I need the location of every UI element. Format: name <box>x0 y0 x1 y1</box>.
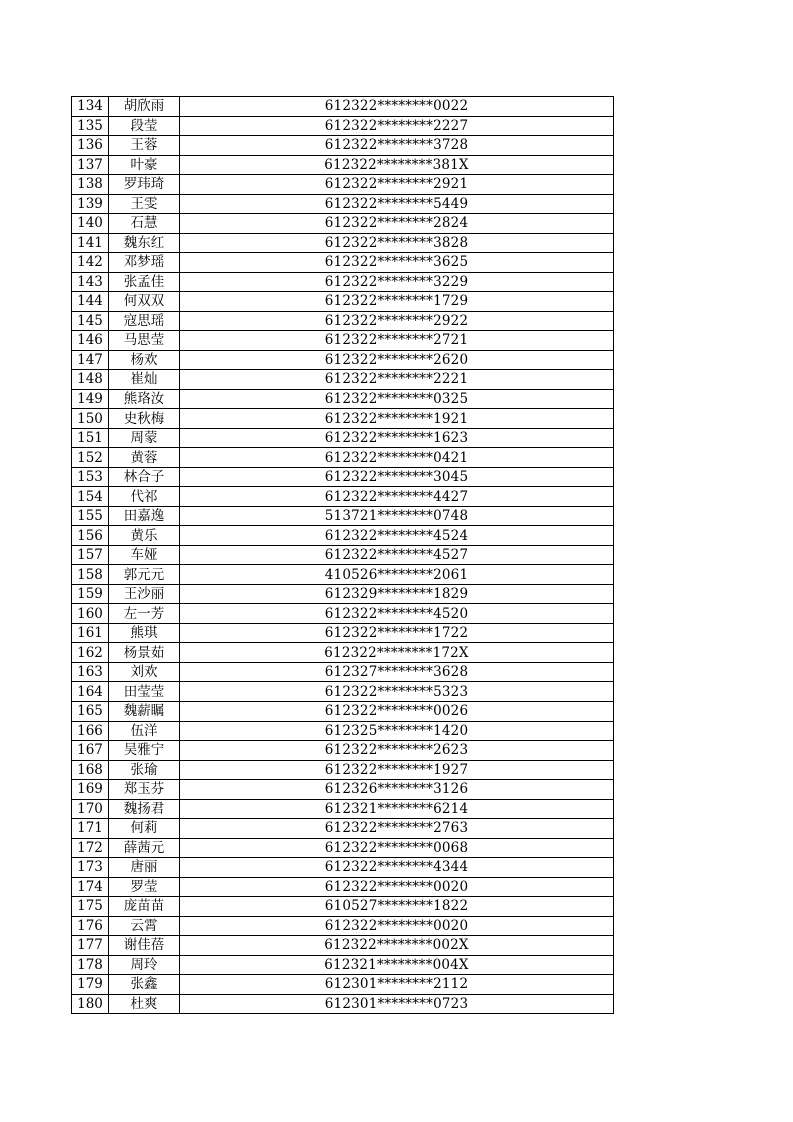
name-cell: 熊琪 <box>109 623 180 643</box>
row-number-cell: 135 <box>72 116 109 136</box>
name-cell: 崔灿 <box>109 370 180 390</box>
name-cell: 魏东红 <box>109 233 180 253</box>
name-cell: 邓梦瑶 <box>109 253 180 273</box>
row-number-cell: 136 <box>72 136 109 156</box>
row-number-cell: 145 <box>72 311 109 331</box>
row-number-cell: 159 <box>72 584 109 604</box>
name-cell: 王雯 <box>109 194 180 214</box>
id-number-cell: 612322********3728 <box>180 136 614 156</box>
name-cell: 谢佳蓓 <box>109 936 180 956</box>
row-number-cell: 137 <box>72 155 109 175</box>
id-number-cell: 612327********3628 <box>180 662 614 682</box>
table-row <box>72 936 614 956</box>
table-row <box>72 487 614 507</box>
row-number-cell: 144 <box>72 292 109 312</box>
row-number-cell: 178 <box>72 955 109 975</box>
id-number-cell: 612322********0020 <box>180 877 614 897</box>
name-cell: 杨欢 <box>109 350 180 370</box>
name-cell: 刘欢 <box>109 662 180 682</box>
name-cell: 魏扬君 <box>109 799 180 819</box>
row-number-cell: 142 <box>72 253 109 273</box>
id-number-cell: 612322********0325 <box>180 389 614 409</box>
row-number-cell: 154 <box>72 487 109 507</box>
name-cell: 石慧 <box>109 214 180 234</box>
row-number-cell: 172 <box>72 838 109 858</box>
id-number-cell: 612301********0723 <box>180 994 614 1014</box>
name-cell: 代祁 <box>109 487 180 507</box>
name-cell: 左一芳 <box>109 604 180 624</box>
name-cell: 田莹莹 <box>109 682 180 702</box>
row-number-cell: 157 <box>72 545 109 565</box>
table-row <box>72 721 614 741</box>
row-number-cell: 147 <box>72 350 109 370</box>
table-row <box>72 819 614 839</box>
table-row <box>72 116 614 136</box>
row-number-cell: 165 <box>72 701 109 721</box>
name-cell: 庞苗苗 <box>109 897 180 917</box>
table-row <box>72 994 614 1014</box>
table-row <box>72 780 614 800</box>
row-number-cell: 167 <box>72 741 109 761</box>
row-number-cell: 151 <box>72 428 109 448</box>
table-row <box>72 389 614 409</box>
id-number-cell: 410526********2061 <box>180 565 614 585</box>
table-row <box>72 155 614 175</box>
row-number-cell: 180 <box>72 994 109 1014</box>
id-number-cell: 612322********4527 <box>180 545 614 565</box>
row-number-cell: 164 <box>72 682 109 702</box>
id-number-cell: 612322********3828 <box>180 233 614 253</box>
table-row <box>72 916 614 936</box>
id-number-cell: 612322********0020 <box>180 916 614 936</box>
table-row <box>72 97 614 117</box>
roster-table <box>71 96 614 1014</box>
row-number-cell: 134 <box>72 97 109 117</box>
id-number-cell: 612322********381X <box>180 155 614 175</box>
id-number-cell: 612322********1623 <box>180 428 614 448</box>
row-number-cell: 162 <box>72 643 109 663</box>
table-row <box>72 858 614 878</box>
name-cell: 车娅 <box>109 545 180 565</box>
id-number-cell: 612322********0026 <box>180 701 614 721</box>
id-number-cell: 612322********002X <box>180 936 614 956</box>
name-cell: 吴雅宁 <box>109 741 180 761</box>
id-number-cell: 612322********0022 <box>180 97 614 117</box>
id-number-cell: 612322********1729 <box>180 292 614 312</box>
id-number-cell: 612322********1921 <box>180 409 614 429</box>
table-row <box>72 545 614 565</box>
table-row <box>72 233 614 253</box>
table-row <box>72 897 614 917</box>
table-row <box>72 292 614 312</box>
name-cell: 云霄 <box>109 916 180 936</box>
id-number-cell: 612322********2824 <box>180 214 614 234</box>
name-cell: 何莉 <box>109 819 180 839</box>
id-number-cell: 612322********1722 <box>180 623 614 643</box>
name-cell: 王蓉 <box>109 136 180 156</box>
row-number-cell: 148 <box>72 370 109 390</box>
row-number-cell: 149 <box>72 389 109 409</box>
table-row <box>72 370 614 390</box>
id-number-cell: 612326********3126 <box>180 780 614 800</box>
row-number-cell: 141 <box>72 233 109 253</box>
table-row <box>72 643 614 663</box>
name-cell: 叶豪 <box>109 155 180 175</box>
name-cell: 郑玉芬 <box>109 780 180 800</box>
id-number-cell: 612322********3625 <box>180 253 614 273</box>
table-row <box>72 760 614 780</box>
id-number-cell: 612322********2763 <box>180 819 614 839</box>
name-cell: 杜爽 <box>109 994 180 1014</box>
id-number-cell: 612322********2620 <box>180 350 614 370</box>
row-number-cell: 175 <box>72 897 109 917</box>
id-number-cell: 612322********4524 <box>180 526 614 546</box>
name-cell: 段莹 <box>109 116 180 136</box>
table-row <box>72 272 614 292</box>
name-cell: 伍洋 <box>109 721 180 741</box>
row-number-cell: 179 <box>72 975 109 995</box>
row-number-cell: 156 <box>72 526 109 546</box>
row-number-cell: 150 <box>72 409 109 429</box>
id-number-cell: 612322********1927 <box>180 760 614 780</box>
row-number-cell: 140 <box>72 214 109 234</box>
name-cell: 魏薪瞩 <box>109 701 180 721</box>
table-row <box>72 428 614 448</box>
id-number-cell: 612322********4344 <box>180 858 614 878</box>
roster-table-body <box>72 97 614 1014</box>
id-number-cell: 612329********1829 <box>180 584 614 604</box>
row-number-cell: 170 <box>72 799 109 819</box>
row-number-cell: 163 <box>72 662 109 682</box>
name-cell: 史秋梅 <box>109 409 180 429</box>
id-number-cell: 612322********2921 <box>180 175 614 195</box>
name-cell: 张孟佳 <box>109 272 180 292</box>
id-number-cell: 610527********1822 <box>180 897 614 917</box>
row-number-cell: 177 <box>72 936 109 956</box>
table-row <box>72 214 614 234</box>
id-number-cell: 612322********3229 <box>180 272 614 292</box>
row-number-cell: 160 <box>72 604 109 624</box>
id-number-cell: 612322********0068 <box>180 838 614 858</box>
row-number-cell: 153 <box>72 467 109 487</box>
id-number-cell: 513721********0748 <box>180 506 614 526</box>
id-number-cell: 612322********2721 <box>180 331 614 351</box>
id-number-cell: 612325********1420 <box>180 721 614 741</box>
row-number-cell: 152 <box>72 448 109 468</box>
name-cell: 林合子 <box>109 467 180 487</box>
row-number-cell: 176 <box>72 916 109 936</box>
name-cell: 寇思瑶 <box>109 311 180 331</box>
id-number-cell: 612322********4427 <box>180 487 614 507</box>
id-number-cell: 612322********3045 <box>180 467 614 487</box>
row-number-cell: 143 <box>72 272 109 292</box>
row-number-cell: 158 <box>72 565 109 585</box>
id-number-cell: 612301********2112 <box>180 975 614 995</box>
id-number-cell: 612322********2221 <box>180 370 614 390</box>
table-row <box>72 975 614 995</box>
table-row <box>72 331 614 351</box>
table-row <box>72 838 614 858</box>
row-number-cell: 146 <box>72 331 109 351</box>
row-number-cell: 155 <box>72 506 109 526</box>
name-cell: 薛茜元 <box>109 838 180 858</box>
table-row <box>72 526 614 546</box>
table-row <box>72 448 614 468</box>
row-number-cell: 138 <box>72 175 109 195</box>
id-number-cell: 612322********2922 <box>180 311 614 331</box>
row-number-cell: 161 <box>72 623 109 643</box>
table-row <box>72 253 614 273</box>
name-cell: 杨景茹 <box>109 643 180 663</box>
table-row <box>72 623 614 643</box>
row-number-cell: 173 <box>72 858 109 878</box>
row-number-cell: 139 <box>72 194 109 214</box>
id-number-cell: 612321********004X <box>180 955 614 975</box>
name-cell: 张鑫 <box>109 975 180 995</box>
name-cell: 马思莹 <box>109 331 180 351</box>
name-cell: 郭元元 <box>109 565 180 585</box>
row-number-cell: 166 <box>72 721 109 741</box>
table-row <box>72 506 614 526</box>
id-number-cell: 612322********2623 <box>180 741 614 761</box>
table-row <box>72 311 614 331</box>
name-cell: 胡欣雨 <box>109 97 180 117</box>
id-number-cell: 612322********2227 <box>180 116 614 136</box>
id-number-cell: 612322********4520 <box>180 604 614 624</box>
table-row <box>72 409 614 429</box>
table-row <box>72 175 614 195</box>
table-row <box>72 662 614 682</box>
name-cell: 黄乐 <box>109 526 180 546</box>
row-number-cell: 174 <box>72 877 109 897</box>
id-number-cell: 612322********0421 <box>180 448 614 468</box>
name-cell: 田嘉逸 <box>109 506 180 526</box>
table-row <box>72 799 614 819</box>
row-number-cell: 171 <box>72 819 109 839</box>
table-row <box>72 741 614 761</box>
name-cell: 何双双 <box>109 292 180 312</box>
table-row <box>72 604 614 624</box>
name-cell: 罗莹 <box>109 877 180 897</box>
table-row <box>72 682 614 702</box>
table-row <box>72 350 614 370</box>
table-row <box>72 565 614 585</box>
row-number-cell: 169 <box>72 780 109 800</box>
table-row <box>72 136 614 156</box>
id-number-cell: 612322********172X <box>180 643 614 663</box>
id-number-cell: 612322********5449 <box>180 194 614 214</box>
name-cell: 张瑜 <box>109 760 180 780</box>
name-cell: 唐丽 <box>109 858 180 878</box>
table-row <box>72 877 614 897</box>
table-row <box>72 584 614 604</box>
name-cell: 熊珞汝 <box>109 389 180 409</box>
name-cell: 罗玮琦 <box>109 175 180 195</box>
id-number-cell: 612321********6214 <box>180 799 614 819</box>
name-cell: 周玲 <box>109 955 180 975</box>
table-row <box>72 467 614 487</box>
table-row <box>72 194 614 214</box>
name-cell: 王沙丽 <box>109 584 180 604</box>
row-number-cell: 168 <box>72 760 109 780</box>
table-row <box>72 701 614 721</box>
name-cell: 周蒙 <box>109 428 180 448</box>
table-row <box>72 955 614 975</box>
id-number-cell: 612322********5323 <box>180 682 614 702</box>
name-cell: 黄蓉 <box>109 448 180 468</box>
